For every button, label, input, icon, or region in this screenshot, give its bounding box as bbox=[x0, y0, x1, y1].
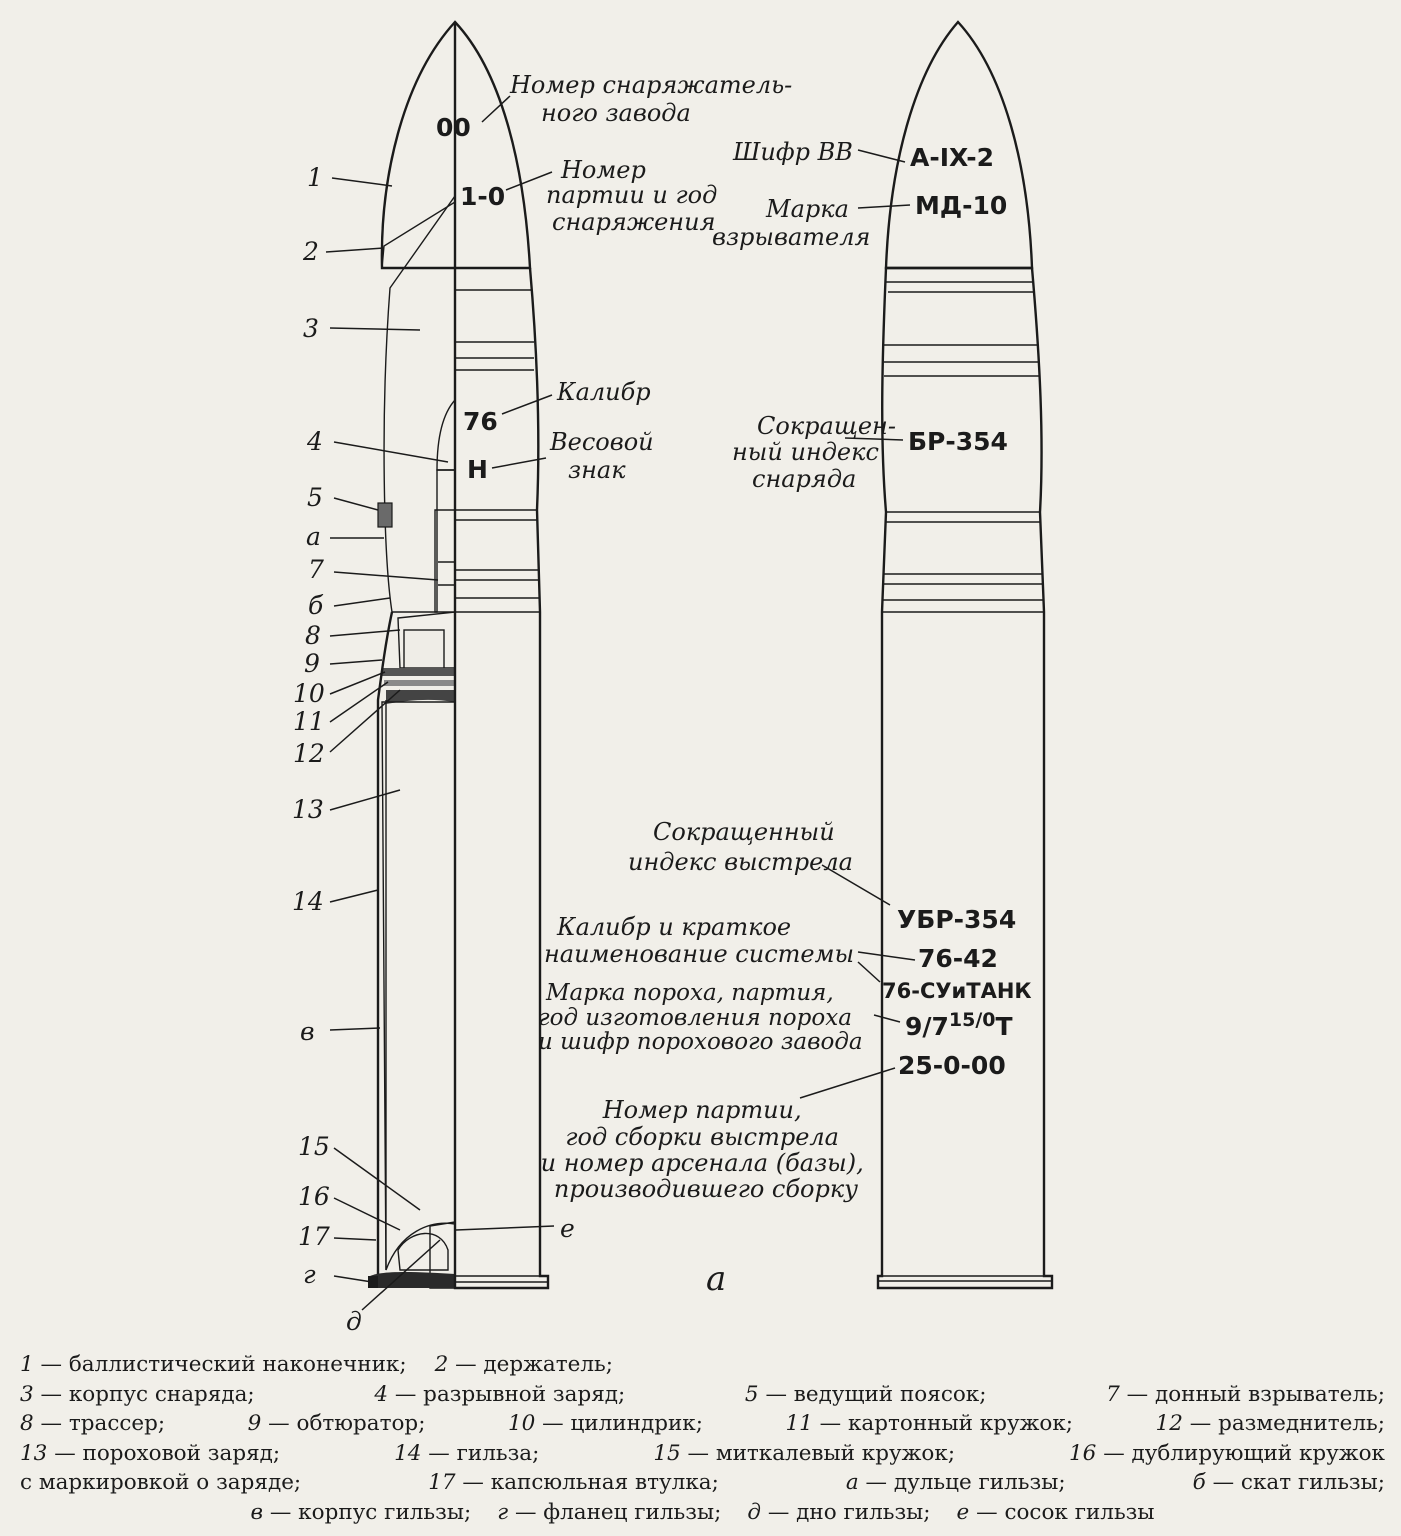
ann-system-l1: Калибр и краткое bbox=[557, 913, 792, 941]
ann-factory-l1: Номер снаряжатель- bbox=[510, 71, 793, 99]
legend-item bbox=[20, 1380, 255, 1410]
ann-powder-l2: год изготовления пороха bbox=[538, 1005, 852, 1031]
ann-assembly bbox=[541, 1096, 872, 1203]
mark-factory: 00 bbox=[436, 113, 471, 142]
part-num-9: 9 bbox=[304, 649, 320, 678]
legend-text: — обтюратор; bbox=[261, 1411, 426, 1436]
legend-text: — трассер; bbox=[33, 1411, 166, 1436]
ann-proj-l1: Сокращен- bbox=[757, 412, 896, 440]
legend-text: — держатель; bbox=[448, 1352, 613, 1377]
legend-num: е bbox=[956, 1499, 970, 1525]
part-num-13: 13 bbox=[292, 795, 324, 824]
legend-row-3 bbox=[20, 1409, 1385, 1439]
legend-text: с маркировкой о заряде; bbox=[20, 1470, 302, 1495]
mark-projectile-index: БР-354 bbox=[908, 427, 1008, 456]
legend-num: 1 bbox=[20, 1352, 34, 1377]
part-num-17: 17 bbox=[298, 1222, 330, 1251]
legend-text: — дублирующий кружок bbox=[1096, 1440, 1385, 1466]
legend-text: — корпус гильзы; bbox=[263, 1499, 472, 1525]
ann-caliber: Калибр bbox=[557, 378, 651, 406]
part-num-16: 16 bbox=[298, 1182, 330, 1211]
right-grooves bbox=[878, 268, 1052, 1281]
legend-item bbox=[497, 1498, 721, 1528]
ann-factory bbox=[509, 71, 800, 127]
legend-item bbox=[374, 1380, 625, 1410]
tracer-core bbox=[404, 630, 444, 668]
legend-item bbox=[20, 1350, 407, 1380]
ann-system bbox=[544, 913, 854, 968]
legend-item bbox=[251, 1498, 472, 1528]
legend-num: 5 bbox=[744, 1381, 759, 1407]
ann-assembly-l3: и номер арсенала (базы), bbox=[540, 1149, 864, 1177]
ann-powder bbox=[538, 980, 863, 1055]
legend-item bbox=[394, 1439, 539, 1469]
part-num-a: а bbox=[306, 522, 321, 551]
legend-text: — корпус снаряда; bbox=[33, 1381, 255, 1407]
label-case-bottom: д bbox=[346, 1307, 362, 1336]
cardboard-disk bbox=[384, 680, 455, 686]
legend-text: — скат гильзы; bbox=[1205, 1470, 1385, 1495]
legend-text: — пороховой заряд; bbox=[47, 1440, 281, 1466]
legend-text: — картонный кружок; bbox=[812, 1411, 1074, 1436]
legend-text: — цилиндрик; bbox=[535, 1411, 703, 1436]
legend-num: в bbox=[250, 1499, 264, 1525]
part-num-8: 8 bbox=[305, 621, 321, 650]
ann-system-l2: наименование системы bbox=[544, 940, 855, 968]
propellant-charge bbox=[382, 702, 455, 1270]
part-num-11: 11 bbox=[293, 707, 325, 736]
legend-row-2 bbox=[20, 1380, 1385, 1410]
part-num-g: г bbox=[303, 1260, 316, 1289]
part-num-v: в bbox=[300, 1017, 315, 1046]
legend-text: — капсюльная втулка; bbox=[455, 1470, 719, 1495]
legend-item bbox=[747, 1498, 930, 1528]
mark-powder-sup: 15/0 bbox=[948, 1009, 996, 1031]
mark-powder-tail: Т bbox=[995, 1012, 1013, 1041]
legend-text: — сосок гильзы bbox=[969, 1499, 1155, 1525]
legend-num: 15 bbox=[653, 1440, 681, 1466]
ann-explosive: Шифр ВВ bbox=[733, 138, 853, 166]
ann-fuze-l2: взрывателя bbox=[712, 223, 871, 251]
legend-item bbox=[745, 1380, 987, 1410]
ann-batch bbox=[546, 156, 725, 236]
ann-powder-l1: Марка пороха, партия, bbox=[546, 980, 834, 1006]
legend-item bbox=[846, 1468, 1066, 1498]
case-outline-right bbox=[455, 22, 548, 1288]
legend-num: б bbox=[1192, 1470, 1206, 1495]
ann-assembly-l2: год сборки выстрела bbox=[565, 1123, 839, 1151]
legend-row-1 bbox=[20, 1350, 1385, 1380]
part-num-7: 7 bbox=[308, 555, 324, 584]
legend-text: — фланец гильзы; bbox=[508, 1499, 722, 1525]
legend-num: д bbox=[747, 1499, 761, 1525]
ann-powder-l3: и шифр порохового завода bbox=[538, 1029, 863, 1055]
part-num-2: 2 bbox=[303, 237, 319, 266]
legend-text: — донный взрыватель; bbox=[1119, 1381, 1385, 1407]
legend-num: 7 bbox=[1106, 1381, 1120, 1407]
legend-num: 9 bbox=[247, 1411, 262, 1436]
legend-item bbox=[1069, 1439, 1385, 1469]
ann-round-l1: Сокращенный bbox=[653, 818, 835, 846]
part-num-14: 14 bbox=[292, 887, 324, 916]
legend bbox=[20, 1350, 1385, 1527]
part-num-1: 1 bbox=[307, 163, 323, 192]
ann-factory-l2: ного завода bbox=[541, 99, 691, 127]
part-number-labels bbox=[292, 163, 330, 1289]
legend-text: — размеднитель; bbox=[1182, 1411, 1385, 1436]
mark-caliber: 76 bbox=[463, 407, 498, 436]
legend-num: 11 bbox=[785, 1411, 813, 1436]
legend-num: 16 bbox=[1069, 1440, 1097, 1466]
legend-item bbox=[435, 1350, 613, 1380]
rotating-band bbox=[378, 503, 392, 527]
part-num-4: 4 bbox=[307, 427, 323, 456]
legend-num: 17 bbox=[428, 1470, 456, 1495]
ann-weight bbox=[549, 428, 661, 484]
legend-row-6 bbox=[20, 1498, 1385, 1528]
mark-weight: Н bbox=[467, 455, 488, 484]
legend-item bbox=[785, 1409, 1073, 1439]
legend-num: 2 bbox=[434, 1352, 449, 1377]
mark-system-short: 76-42 bbox=[918, 944, 998, 973]
legend-num: 4 bbox=[374, 1381, 389, 1407]
legend-num: 14 bbox=[394, 1440, 422, 1466]
mark-batch-year: 1-0 bbox=[460, 182, 506, 211]
mark-system-name: 76-СУиТАНК bbox=[882, 979, 1032, 1003]
legend-item bbox=[957, 1498, 1155, 1528]
ann-round-index bbox=[628, 818, 853, 876]
ann-batch-l1: Номер bbox=[561, 156, 646, 184]
mark-powder-main: 9/7 bbox=[905, 1012, 949, 1041]
ann-fuze-l1: Марка bbox=[766, 195, 849, 223]
ann-round-l2: индекс выстрела bbox=[628, 848, 853, 876]
base-fuze-section bbox=[435, 510, 455, 612]
legend-row-5 bbox=[20, 1468, 1385, 1498]
mark-powder bbox=[905, 1009, 1013, 1041]
part-num-10: 10 bbox=[293, 679, 325, 708]
legend-text: — миткалевый кружок; bbox=[680, 1440, 956, 1466]
part-num-b: б bbox=[308, 591, 324, 620]
legend-num: 13 bbox=[20, 1440, 48, 1466]
legend-text: — разрывной заряд; bbox=[388, 1381, 626, 1407]
legend-text: — баллистический наконечник; bbox=[33, 1352, 407, 1377]
legend-item bbox=[20, 1409, 165, 1439]
legend-item bbox=[428, 1468, 719, 1498]
projectile-body-section bbox=[384, 196, 455, 612]
legend-item bbox=[1156, 1409, 1385, 1439]
case-base bbox=[370, 1272, 455, 1288]
part-num-3: 3 bbox=[303, 314, 319, 343]
bursting-charge bbox=[437, 400, 455, 470]
legend-item bbox=[1193, 1468, 1385, 1498]
legend-num: г bbox=[497, 1499, 509, 1525]
legend-item bbox=[20, 1439, 280, 1469]
ann-assembly-l4: производившего сборку bbox=[553, 1175, 859, 1203]
left-cartridge-section bbox=[368, 22, 548, 1288]
legend-item bbox=[508, 1409, 703, 1439]
legend-num: 8 bbox=[20, 1411, 34, 1436]
ann-fuze bbox=[712, 195, 870, 251]
figure-letter: а bbox=[706, 1259, 727, 1299]
label-case-nipple: е bbox=[560, 1214, 575, 1243]
ann-assembly-l1: Номер партии, bbox=[602, 1096, 802, 1124]
part-num-12: 12 bbox=[293, 739, 325, 768]
legend-text: — ведущий поясок; bbox=[758, 1381, 987, 1407]
legend-item bbox=[20, 1468, 301, 1498]
legend-text: — дульце гильзы; bbox=[858, 1470, 1066, 1495]
ann-proj-l3: снаряда bbox=[752, 465, 857, 493]
obturator bbox=[382, 668, 455, 676]
legend-item bbox=[248, 1409, 426, 1439]
ann-batch-l3: снаряжения bbox=[552, 208, 716, 236]
part-num-5: 5 bbox=[307, 483, 323, 512]
projectile-outline-right bbox=[530, 268, 540, 612]
legend-num: 3 bbox=[20, 1381, 34, 1407]
legend-item bbox=[1106, 1380, 1385, 1410]
mark-round-index: УБР-354 bbox=[897, 905, 1017, 934]
legend-row-4 bbox=[20, 1439, 1385, 1469]
mark-fuze: МД-10 bbox=[915, 191, 1008, 220]
mark-assembly: 25-0-00 bbox=[898, 1051, 1006, 1080]
ann-weight-l2: знак bbox=[568, 456, 626, 484]
legend-item bbox=[653, 1439, 955, 1469]
legend-text: — дно гильзы; bbox=[760, 1499, 931, 1525]
legend-num: а bbox=[845, 1470, 859, 1495]
legend-num: 10 bbox=[507, 1411, 536, 1436]
ann-projectile-index bbox=[732, 412, 904, 493]
part-num-15: 15 bbox=[298, 1132, 330, 1161]
ann-batch-l2: партии и год bbox=[546, 181, 718, 209]
ann-proj-l2: ный индекс bbox=[732, 438, 879, 466]
legend-num: 12 bbox=[1155, 1411, 1183, 1436]
mark-explosive: А-IX-2 bbox=[910, 143, 995, 172]
ann-weight-l1: Весовой bbox=[550, 428, 654, 456]
legend-text: — гильза; bbox=[421, 1440, 540, 1466]
right-body bbox=[878, 268, 1052, 1288]
